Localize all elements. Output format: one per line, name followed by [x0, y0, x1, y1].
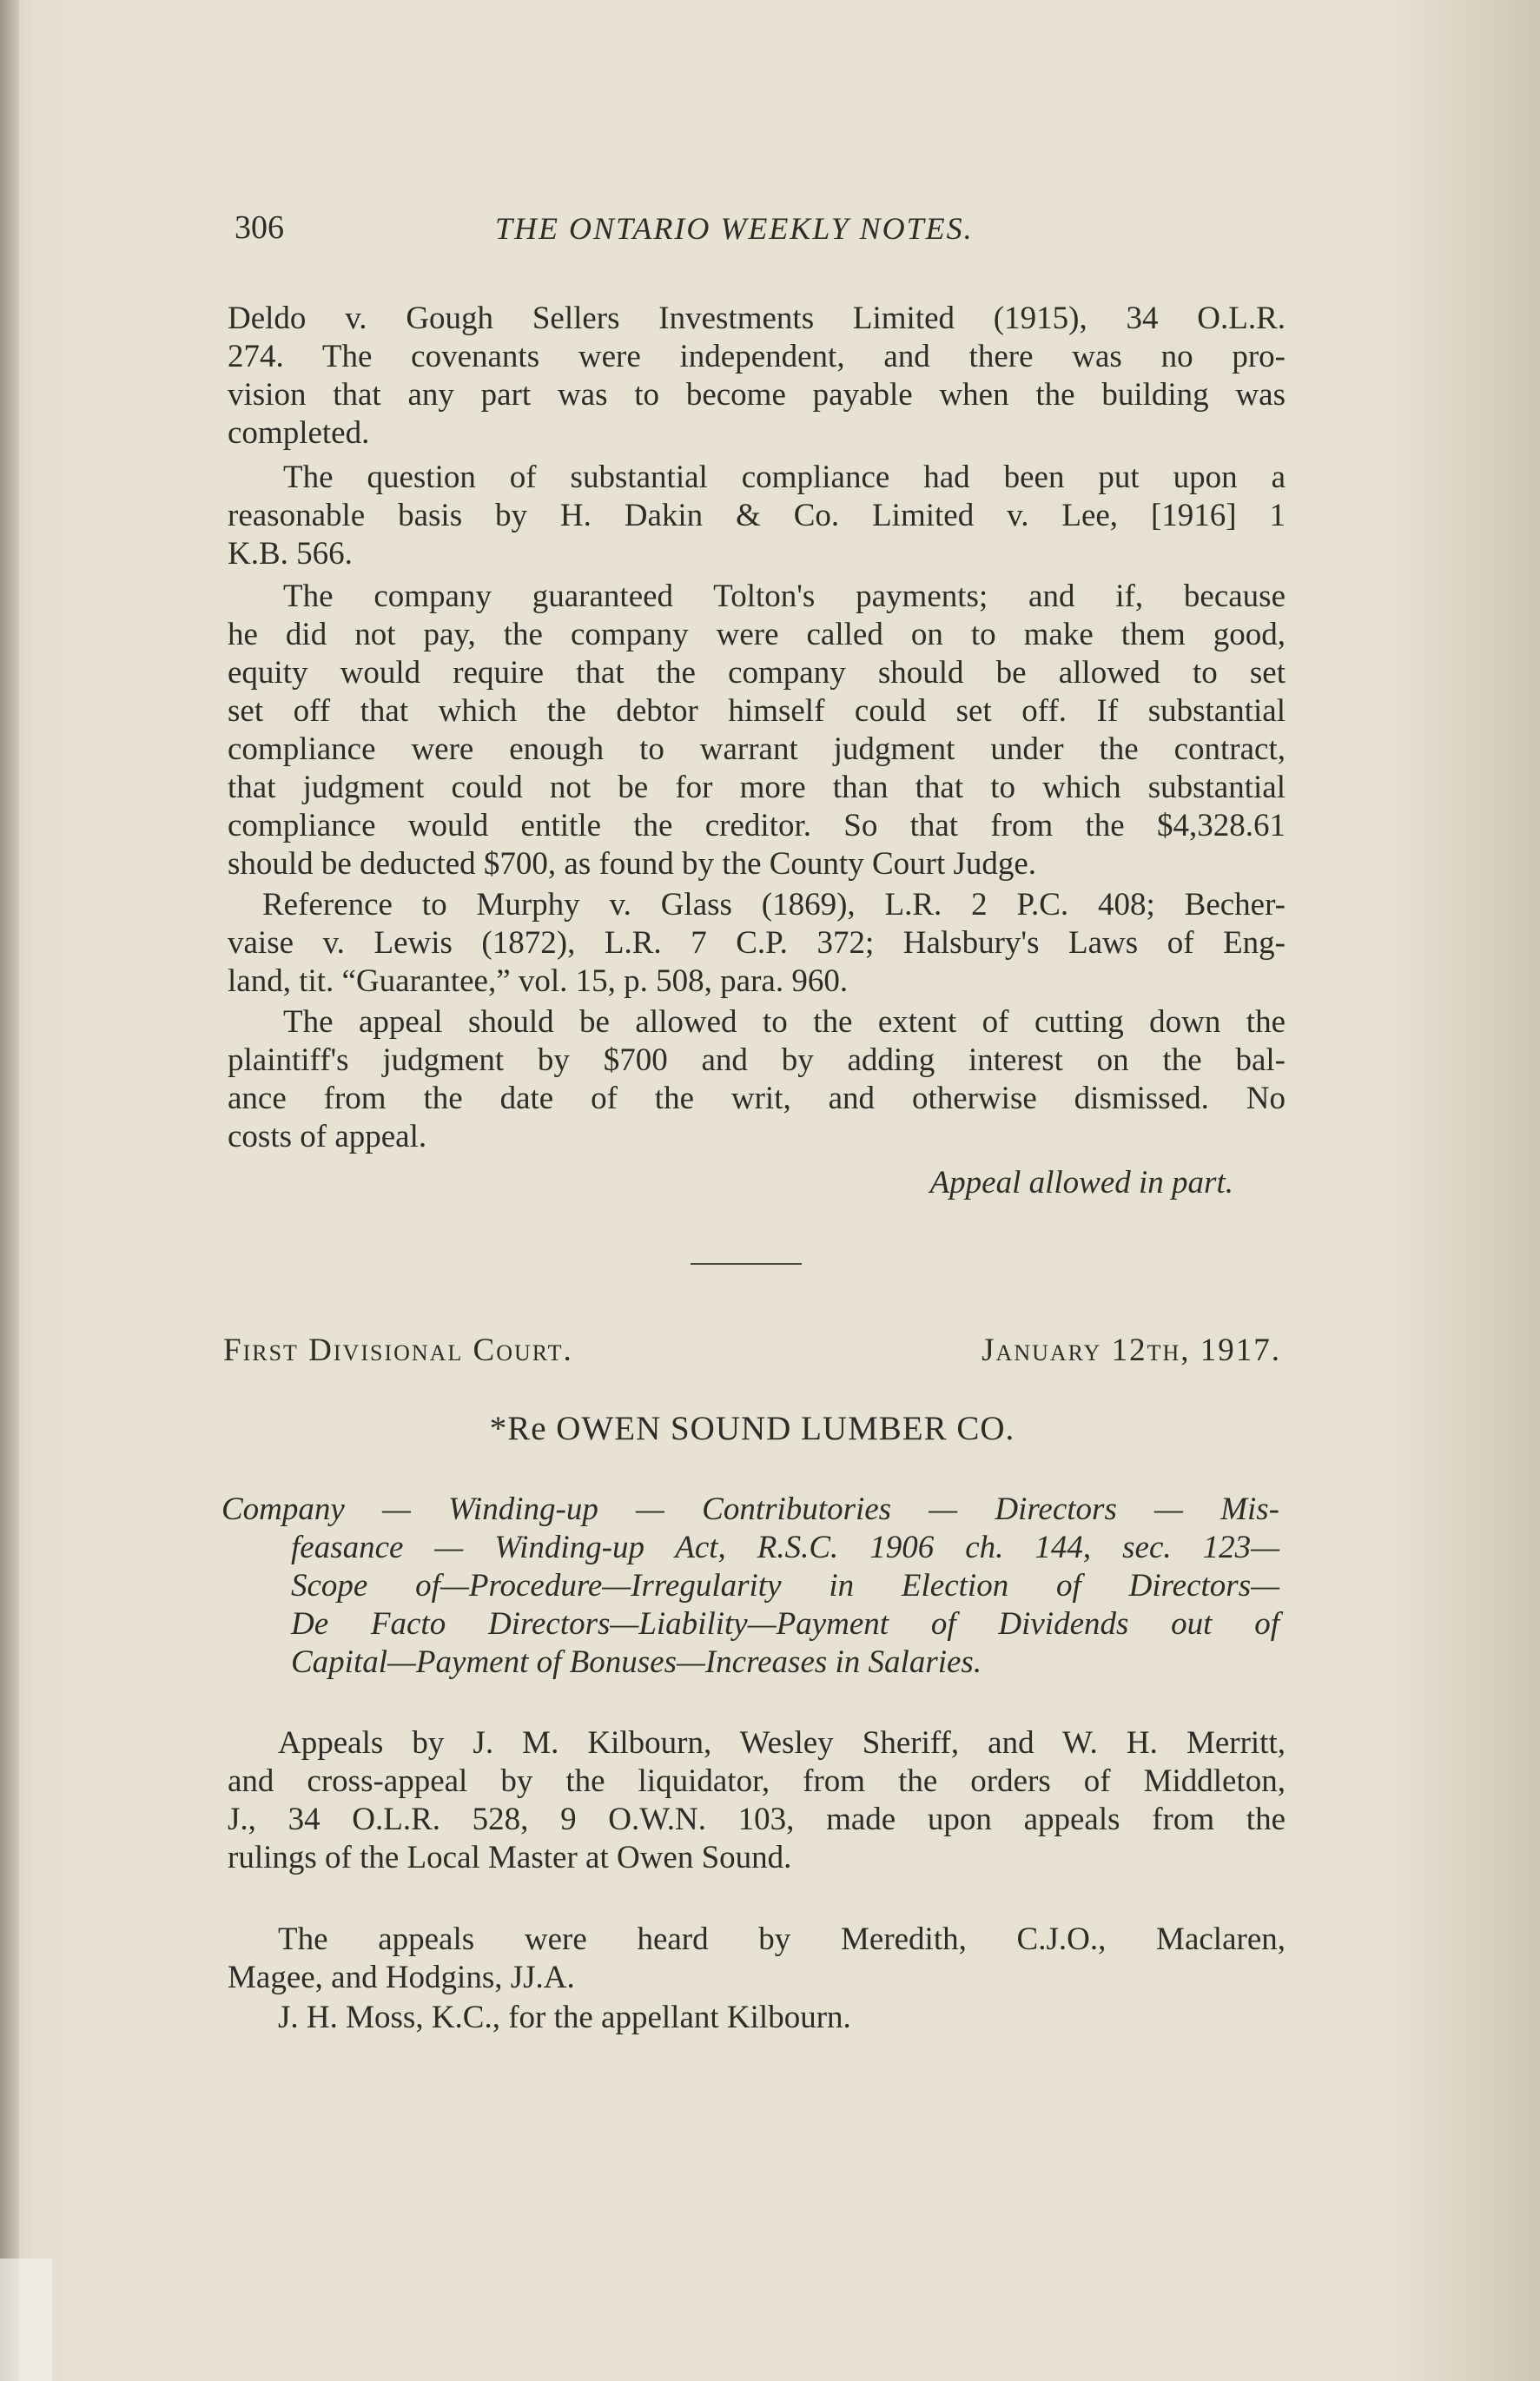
text-line: ance from the date of the writ, and otherwise dismissed. No: [228, 1081, 1286, 1116]
headnote-line: feasance — Winding-up Act, R.S.C. 1906 ch. 144, sec. 123—: [291, 1530, 1279, 1565]
court-line: [223, 1332, 1281, 1373]
text-line: compliance would entitle the creditor. So that from the $4,328.61: [228, 808, 1286, 843]
court-name: First Divisional Court.: [223, 1333, 573, 1368]
text-line: J., 34 O.L.R. 528, 9 O.W.N. 103, made upon appeals from the: [228, 1802, 1286, 1837]
text-line: reasonable basis by H. Dakin & Co. Limited v. Lee, [1916] 1: [228, 498, 1286, 533]
text-line: J. H. Moss, K.C., for the appellant Kilbourn.: [278, 2000, 851, 2035]
page-header: [235, 208, 1286, 250]
text-line: Magee, and Hodgins, JJ.A.: [228, 1960, 575, 1995]
decision-date: January 12th, 1917.: [982, 1333, 1281, 1368]
text-line: that judgment could not be for more than that to which substantial: [228, 770, 1286, 805]
text-line: vaise v. Lewis (1872), L.R. 7 C.P. 372; Halsbury's Laws of Eng-: [228, 925, 1286, 961]
text-line: vision that any part was to become payable when the building was: [228, 377, 1286, 413]
text-line: 274. The covenants were independent, and there was no pro-: [228, 339, 1286, 374]
headnote-line: Capital—Payment of Bonuses—Increases in Salaries.: [291, 1644, 982, 1680]
book-spine-shadow: [0, 0, 19, 2381]
result-signature: Appeal allowed in part.: [929, 1165, 1233, 1200]
text-line: The appeal should be allowed to the extent of cutting down the: [283, 1004, 1286, 1040]
text-line: The question of substantial compliance had been put upon a: [283, 460, 1286, 495]
text-line: rulings of the Local Master at Owen Sound.: [228, 1840, 792, 1875]
text-line: Reference to Murphy v. Glass (1869), L.R. 2 P.C. 408; Becher-: [262, 887, 1286, 923]
text-line: should be deducted $700, as found by the County Court Judge.: [228, 846, 1037, 882]
page-smudge: [0, 2259, 52, 2381]
text-line: and cross-appeal by the liquidator, from the orders of Middleton,: [228, 1763, 1286, 1799]
text-line: plaintiff's judgment by $700 and by adding interest on the bal-: [228, 1042, 1286, 1078]
text-line: compliance were enough to warrant judgment under the contract,: [228, 731, 1286, 767]
headnote-line: De Facto Directors—Liability—Payment of Dividends out of: [291, 1606, 1279, 1642]
page-number: 306: [235, 209, 284, 246]
section-divider: [691, 1263, 802, 1265]
text-line: land, tit. “Guarantee,” vol. 15, p. 508, para. 960.: [228, 963, 849, 999]
headnote-line: Company — Winding-up — Contributories — Directors — Mis-: [221, 1491, 1279, 1527]
text-line: K.B. 566.: [228, 536, 353, 572]
text-line: set off that which the debtor himself could set off. If substantial: [228, 693, 1286, 729]
headnote-line: Scope of—Procedure—Irregularity in Election of Directors—: [291, 1568, 1279, 1604]
text-line: he did not pay, the company were called on to make them good,: [228, 617, 1286, 652]
text-line: Appeals by J. M. Kilbourn, Wesley Sheriff, and W. H. Merritt,: [278, 1725, 1286, 1761]
text-line: The appeals were heard by Meredith, C.J.O., Maclaren,: [278, 1921, 1286, 1957]
text-line: Deldo v. Gough Sellers Investments Limited (1915), 34 O.L.R.: [228, 301, 1286, 336]
text-line: equity would require that the company should be allowed to set: [228, 655, 1286, 691]
running-title: THE ONTARIO WEEKLY NOTES.: [495, 211, 974, 246]
case-title: *Re OWEN SOUND LUMBER CO.: [489, 1410, 1015, 1447]
text-line: The company guaranteed Tolton's payments; and if, because: [283, 579, 1286, 614]
text-line: costs of appeal.: [228, 1119, 427, 1154]
text-line: completed.: [228, 415, 370, 451]
